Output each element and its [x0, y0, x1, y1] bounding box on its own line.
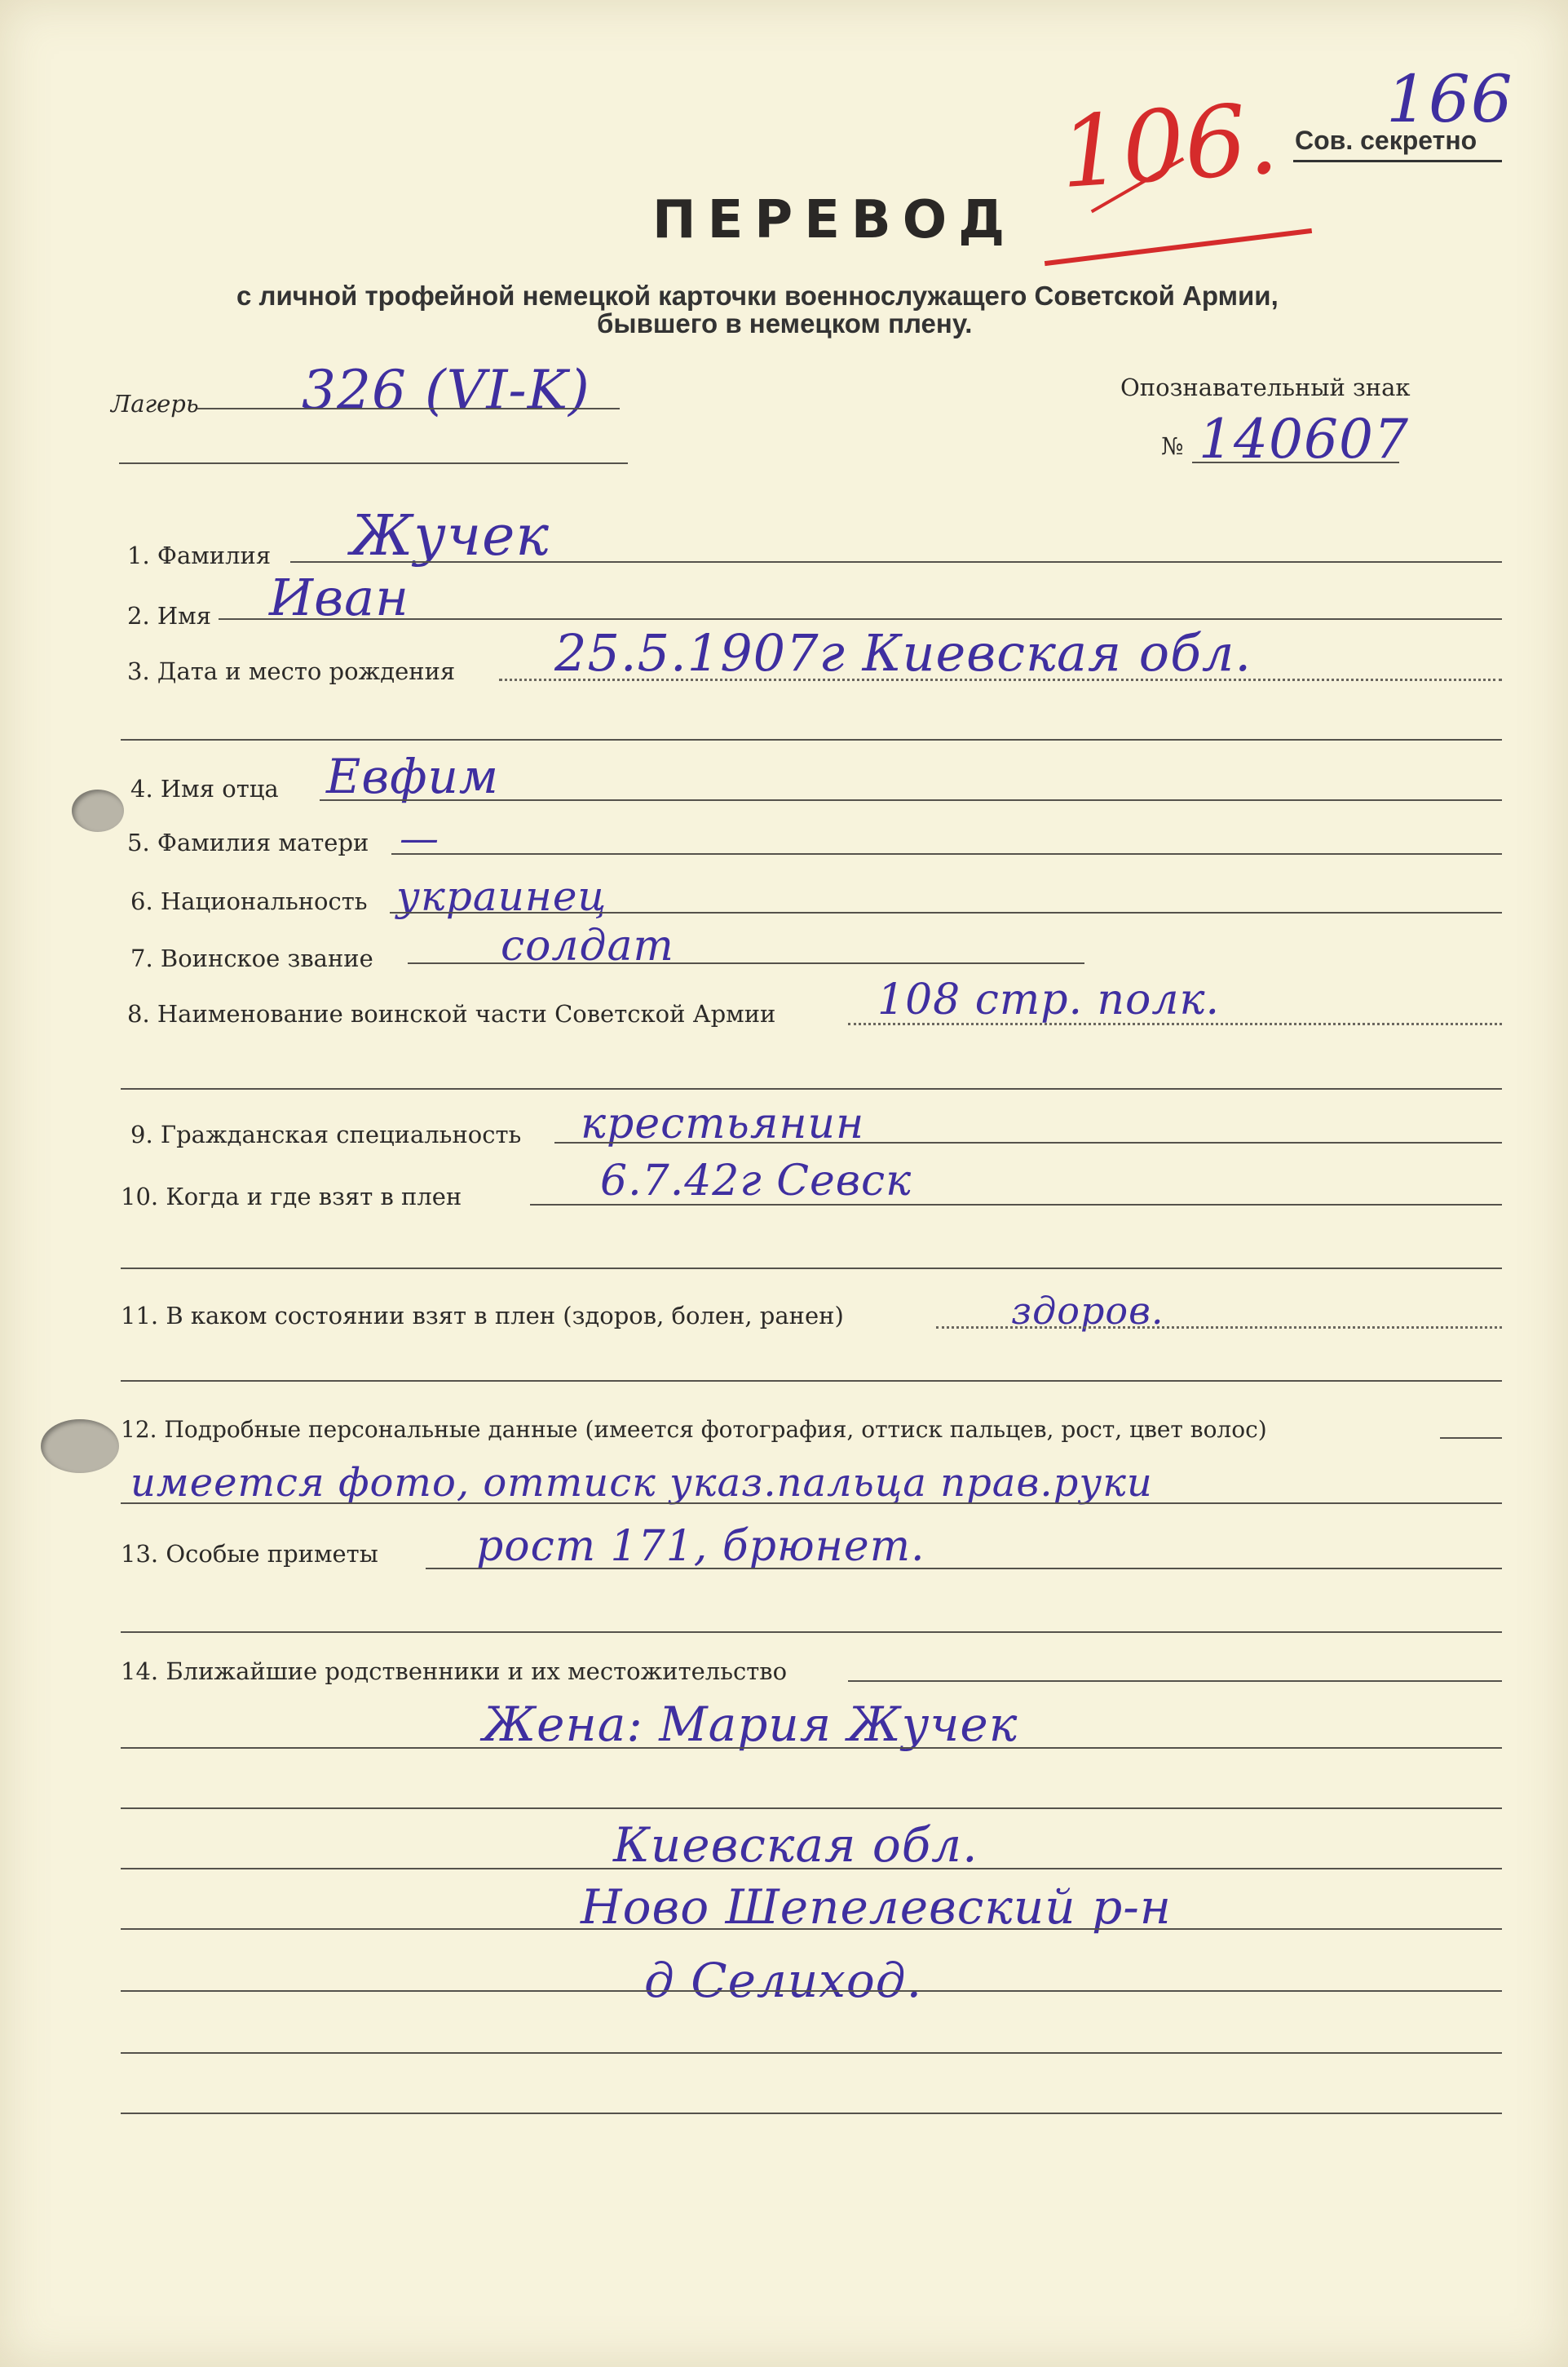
field-10-line-2 [121, 1268, 1502, 1269]
field-13-value: рост 171, брюнет. [476, 1522, 925, 1571]
field-13-line-2 [121, 1631, 1502, 1633]
field-4-line [320, 799, 1502, 801]
field-1-value: Жучек [351, 504, 550, 569]
subtitle-line-2: бывшего в немецком плену. [597, 308, 973, 338]
field-6-label: 6. Национальность [130, 887, 368, 915]
red-stamp-number: 106. [1056, 82, 1282, 211]
red-underline [1045, 228, 1312, 266]
field-13-label: 13. Особые приметы [121, 1540, 378, 1568]
relatives-line-2: Киевская обл. [613, 1817, 978, 1873]
field-11-line [936, 1326, 1502, 1329]
relatives-rule-3 [121, 1868, 1502, 1869]
field-2-value: Иван [269, 568, 409, 627]
field-11-label: 11. В каком состоянии взят в плен (здоров, болен, ранен) [121, 1302, 844, 1330]
field-3-line-2 [121, 739, 1502, 741]
field-12-value: имеется фото, оттиск указ.пальца прав.руки [130, 1460, 1153, 1506]
relatives-rule-4 [121, 1928, 1502, 1930]
tag-value: 140607 [1199, 408, 1409, 471]
field-8-label: 8. Наименование воинской части Советской Армии [127, 1000, 776, 1028]
camp-line-2 [119, 462, 628, 464]
field-14-label: 14. Ближайшие родственники и их местожительство [121, 1657, 788, 1685]
field-9-line [554, 1142, 1502, 1144]
page-number: 166 [1386, 61, 1513, 137]
field-10-label: 10. Когда и где взят в плен [121, 1183, 462, 1210]
relatives-rule-6 [121, 2052, 1502, 2054]
tag-line [1192, 462, 1399, 463]
tag-number-label: № [1161, 432, 1184, 460]
camp-line-1 [197, 408, 620, 409]
field-8-line-2 [121, 1088, 1502, 1090]
camp-value: 326 (VI-K) [302, 359, 590, 422]
field-8-line [848, 1023, 1502, 1025]
camp-label: Лагерь [111, 390, 199, 418]
classification-underline [1293, 160, 1502, 162]
punch-hole-bottom [41, 1419, 119, 1473]
field-3-value: 25.5.1907г Киевская обл. [554, 623, 1252, 683]
field-2-label: 2. Имя [127, 602, 212, 630]
field-11-line-2 [121, 1380, 1502, 1382]
relatives-rule-5 [121, 1990, 1502, 1992]
field-8-value: 108 стр. полк. [877, 976, 1221, 1024]
field-6-value: украинец [396, 873, 607, 920]
field-1-line [290, 561, 1502, 563]
relatives-rule-2 [121, 1807, 1502, 1809]
field-12-line-2 [121, 1502, 1502, 1504]
field-11-value: здоров. [1011, 1289, 1164, 1333]
field-5-label: 5. Фамилия матери [127, 829, 369, 856]
field-9-value: крестьянин [581, 1099, 865, 1148]
field-10-value: 6.7.42г Севск [600, 1157, 912, 1206]
field-4-value: Евфим [326, 749, 499, 804]
field-12-line [1440, 1437, 1502, 1439]
relatives-rule-1 [121, 1747, 1502, 1749]
field-3-label: 3. Дата и место рождения [127, 657, 456, 685]
field-13-line [426, 1568, 1502, 1569]
subtitle-line-1: с личной трофейной немецкой карточки военнослужащего Советской Армии, [236, 281, 1279, 311]
field-4-label: 4. Имя отца [130, 775, 279, 803]
field-3-line [499, 679, 1502, 681]
relatives-rule-7 [121, 2113, 1502, 2114]
classification-label: Сов. секретно [1295, 126, 1477, 155]
field-7-label: 7. Воинское звание [130, 945, 373, 972]
field-6-line [390, 912, 1502, 914]
relatives-line-4: д Селиход. [644, 1953, 923, 2008]
field-7-line [408, 962, 1084, 964]
field-7-value: солдат [501, 922, 674, 971]
field-10-line [530, 1204, 1502, 1206]
tag-label: Опознавательный знак [1120, 374, 1411, 401]
field-9-label: 9. Гражданская специальность [130, 1121, 522, 1148]
page-title: ПЕРЕВОД [652, 190, 1017, 250]
field-1-label: 1. Фамилия [127, 542, 272, 569]
field-5-line [391, 853, 1502, 855]
field-12-label: 12. Подробные персональные данные (имеется фотография, оттиск пальцев, рост, цвет волос) [121, 1416, 1267, 1443]
field-2-line [219, 618, 1502, 620]
field-5-value: — [400, 816, 439, 861]
punch-hole-top [72, 790, 124, 832]
relatives-line-3: Ново Шепелевский р-н [581, 1879, 1173, 1935]
relatives-line-1: Жена: Мария Жучек [483, 1697, 1018, 1752]
field-14-line [848, 1680, 1502, 1682]
